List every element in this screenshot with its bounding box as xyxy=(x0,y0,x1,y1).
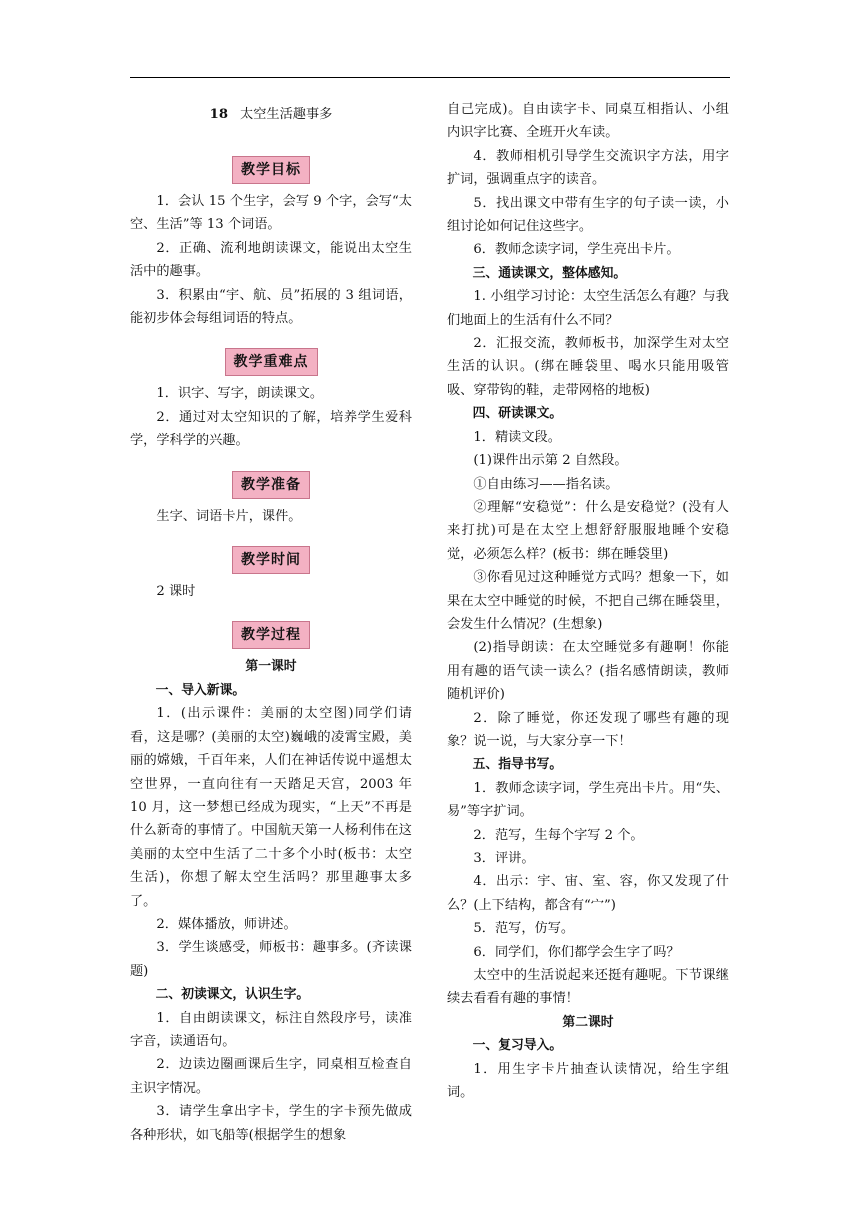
section-heading-time: 教学时间 xyxy=(232,546,310,574)
step-item: ②理解“安稳觉”：什么是安稳觉？(没有人来打扰)可是在太空上想舒舒服服地睡个安稳觉，必须怎么样？(板书：绑在睡袋里) xyxy=(447,499,729,562)
step-heading: 三、通读课文，整体感知。 xyxy=(472,265,627,281)
step-item: 5．范写，仿写。 xyxy=(473,921,575,937)
difficulty-item: 2．通过对太空知识的了解，培养学生爱科学，学科学的兴趣。 xyxy=(130,409,412,449)
period-heading-1: 第一课时 xyxy=(245,659,297,675)
step-item: 4．出示：宇、宙、室、容，你又发现了什么？(上下结构，都含有“宀”) xyxy=(447,874,729,913)
step-item: 6．同学们，你们都学会生字了吗？ xyxy=(473,944,680,960)
left-column xyxy=(130,98,412,1147)
period-heading-2: 第二课时 xyxy=(562,1014,614,1030)
step-item: 1．精读文段。 xyxy=(473,429,561,445)
step-item: (2)指导朗读：在太空睡觉多有趣啊！你能用有趣的语气读一读么？(指名感情朗读，教师随机评价) xyxy=(447,640,729,703)
step-item: 1．教师念读字词，学生亮出卡片。用“失、易”等字扩词。 xyxy=(447,780,729,820)
step-item: 2．范写，生每个字写 2 个。 xyxy=(473,827,644,843)
goal-item: 2．正确、流利地朗读课文，能说出太空生活中的趣事。 xyxy=(130,240,412,280)
goal-item: 1．会认 15 个生字，会写 9 个字，会写“太空、生活”等 13 个词语。 xyxy=(130,194,412,233)
step-item: 2．汇报交流，教师板书，加深学生对太空生活的认识。(绑在睡袋里、喝水只能用吸管吸、穿带钩的鞋，走带网格的地板) xyxy=(447,336,729,398)
time-text: 2 课时 xyxy=(156,584,196,600)
difficulty-item: 1．识字、写字，朗读课文。 xyxy=(156,386,324,402)
lesson-number: 18 xyxy=(209,107,229,122)
step-item: 3．评讲。 xyxy=(473,851,535,866)
section-heading-difficulties: 教学重难点 xyxy=(225,348,318,376)
step-item: 1．(出示课件：美丽的太空图)同学们请看，这是哪？(美丽的太空)巍峨的凌霄宝殿，美丽的嫦娥，千百年来，人们在神话传说中遥想太空世界，一直向往有一天踏足天宫，2003 年 10 月，这一梦想已经成为现实，“上天”不再是什么新奇的事情了。中国航天第一人杨利伟在这美丽的太空中生活了二十多个小时(板书：太空生活)，你想了解太空生活吗？那里趣事太多了。 xyxy=(130,706,412,909)
lesson-title-text: 太空生活趣事多 xyxy=(240,107,333,122)
continued-text: 自己完成)。自由读字卡、同桌互相指认、小组内识字比赛、全班开火车读。 xyxy=(447,102,729,141)
step-item: ③你看见过这种睡觉方式吗？想象一下，如果在太空中睡觉的时候，不把自己绑在睡袋里，会发生什么情况？(生想象) xyxy=(447,570,729,632)
step-heading: 五、指导书写。 xyxy=(472,757,563,773)
section-heading-process: 教学过程 xyxy=(232,621,310,649)
step-item: 3．请学生拿出字卡，学生的字卡预先做成各种形状，如飞船等(根据学生的想象 xyxy=(130,1104,412,1143)
step-item: ①自由练习——指名读。 xyxy=(473,476,619,492)
step-item: 1．自由朗读课文，标注自然段序号，读准字音，读通语句。 xyxy=(130,1010,412,1049)
step-heading: 四、研读课文。 xyxy=(472,406,563,422)
step-item: 4．教师相机引导学生交流识字方法，用字扩词，强调重点字的读音。 xyxy=(447,148,729,188)
section-heading-goals: 教学目标 xyxy=(232,156,310,184)
step-item: 2．除了睡觉，你还发现了哪些有趣的现象？说一说，与大家分享一下！ xyxy=(447,710,729,749)
step-item: (1)课件出示第 2 自然段。 xyxy=(473,453,628,469)
lesson-title xyxy=(130,98,412,132)
step-item: 2．边读边圈画课后生字，同桌相互检查自主识字情况。 xyxy=(130,1057,412,1096)
step-item: 6．教师念读字词，学生亮出卡片。 xyxy=(473,242,680,258)
step-item: 太空中的生活说起来还挺有趣呢。下节课继续去看看有趣的事情！ xyxy=(447,968,729,1007)
goal-item: 3．积累由“宇、航、员”拓展的 3 组词语，能初步体会每组词语的特点。 xyxy=(130,287,412,327)
right-column xyxy=(447,98,729,1104)
preparation-text: 生字、词语卡片，课件。 xyxy=(156,508,302,524)
step-heading: 一、导入新课。 xyxy=(155,682,246,698)
section-heading-preparation: 教学准备 xyxy=(232,471,310,499)
step-item: 1. 小组学习讨论：太空生活怎么有趣？与我们地面上的生活有什么不同？ xyxy=(447,289,729,328)
step-heading: 一、复习导入。 xyxy=(472,1038,563,1054)
step-item: 5．找出课文中带有生字的句子读一读，小组讨论如何记住这些字。 xyxy=(447,195,729,235)
step-item: 1．用生字卡片抽查认读情况，给生字组词。 xyxy=(447,1061,729,1101)
step-heading: 二、初读课文，认识生字。 xyxy=(155,987,310,1003)
step-item: 3．学生谈感受，师板书：趣事多。(齐读课题) xyxy=(130,940,412,979)
header-rule xyxy=(130,77,730,78)
step-item: 2．媒体播放，师讲述。 xyxy=(156,916,297,932)
